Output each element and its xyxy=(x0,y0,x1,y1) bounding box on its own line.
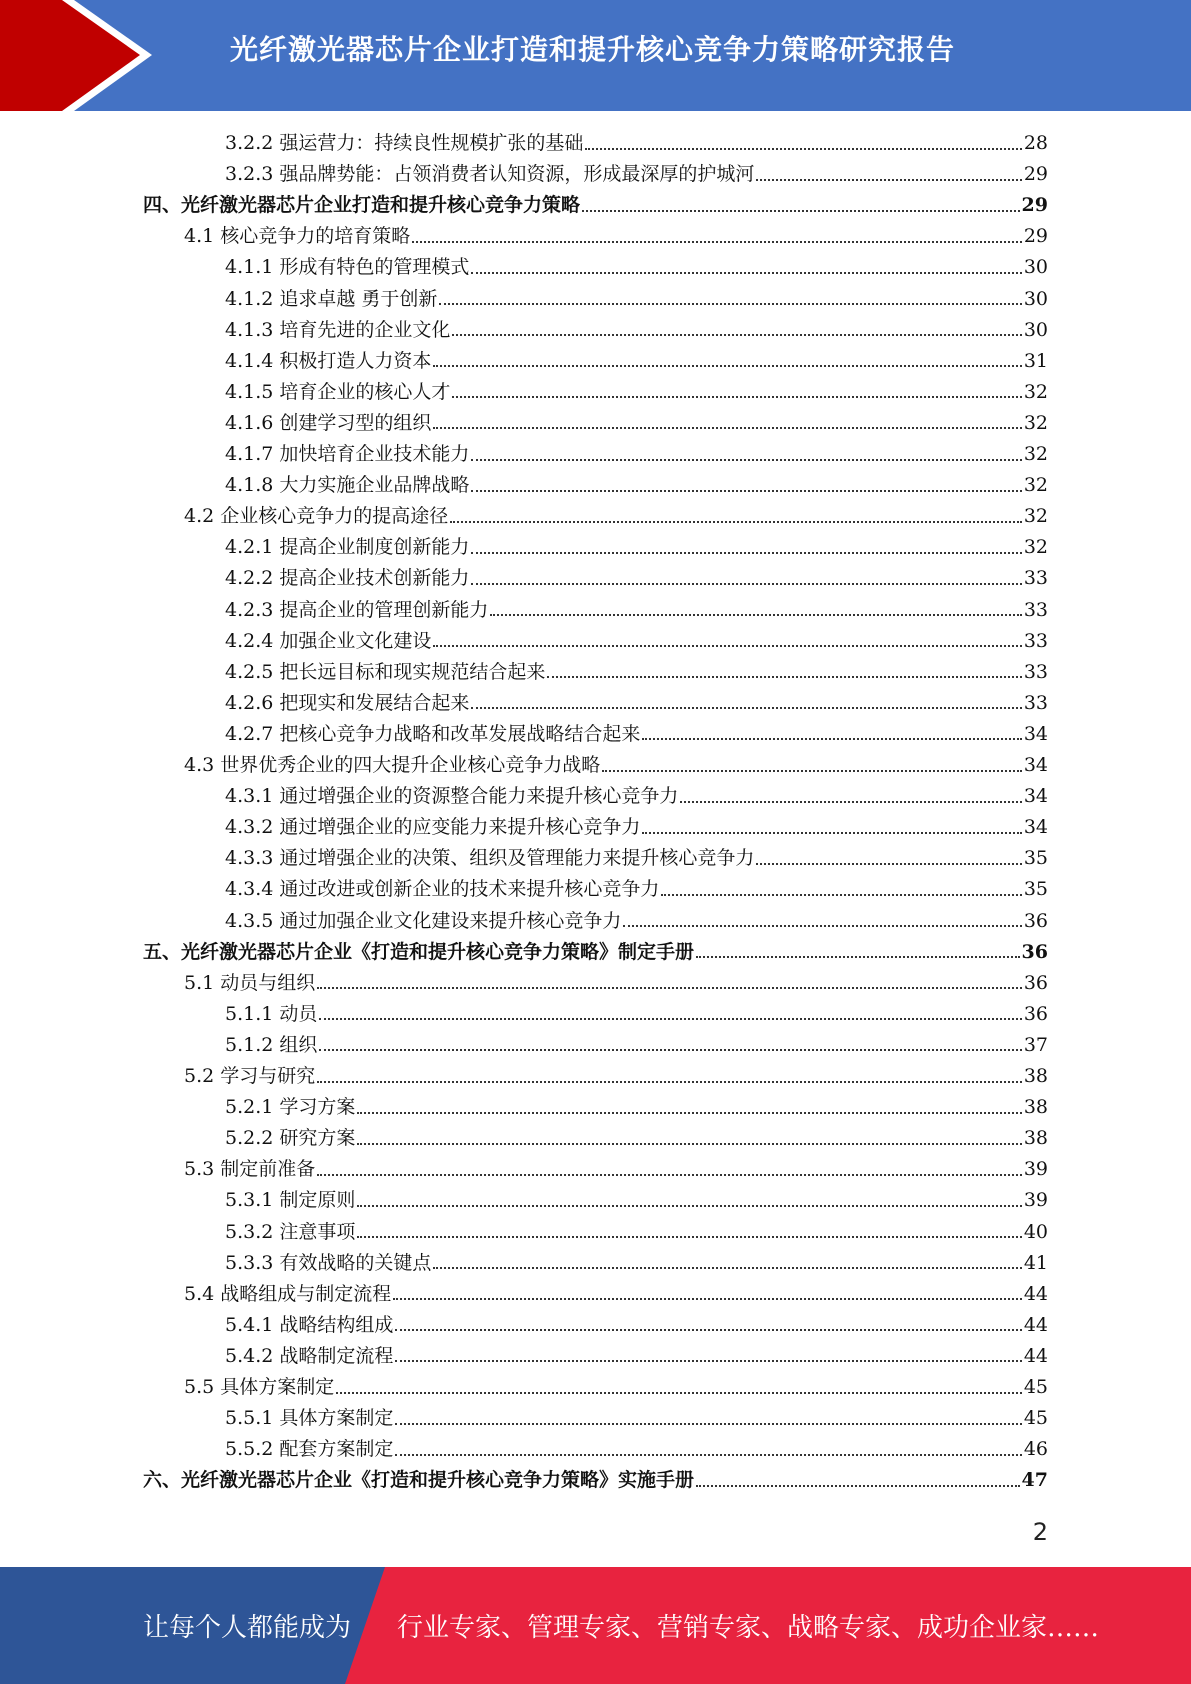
toc-entry[interactable] xyxy=(225,999,1048,1030)
toc-entry-page: 32 xyxy=(1023,474,1048,497)
toc-leader-dots xyxy=(642,832,1021,834)
toc-leader-dots xyxy=(433,1267,1021,1269)
footer-slogan-left: 让每个人都能成为 xyxy=(143,1613,352,1643)
toc-entry-label: 4.1.8 大力实施企业品牌战略 xyxy=(225,474,470,497)
toc-leader-dots xyxy=(471,272,1021,274)
toc-entry[interactable] xyxy=(225,1310,1048,1341)
toc-entry-page: 33 xyxy=(1023,598,1048,621)
toc-entry-label: 4.3.1 通过增强企业的资源整合能力来提升核心竞争力 xyxy=(225,785,679,808)
toc-entry-label: 4.3.4 通过改进或创新企业的技术来提升核心竞争力 xyxy=(225,878,660,901)
toc-leader-dots xyxy=(336,1392,1022,1394)
toc-entry-label: 4.2.2 提高企业技术创新能力 xyxy=(225,567,470,590)
toc-entry[interactable] xyxy=(225,439,1048,470)
toc-leader-dots xyxy=(357,1236,1021,1238)
toc-entry[interactable] xyxy=(225,1248,1048,1279)
toc-entry-label: 5.5.1 具体方案制定 xyxy=(225,1407,394,1430)
toc-entry-page: 45 xyxy=(1023,1376,1048,1398)
toc-entry-page: 32 xyxy=(1023,380,1048,403)
toc-entry-label: 五、光纤激光器芯片企业《打造和提升核心竞争力策略》制定手册 xyxy=(143,940,695,963)
toc-leader-dots xyxy=(393,1298,1022,1300)
toc-entry[interactable] xyxy=(225,1185,1048,1216)
toc-entry-page: 34 xyxy=(1023,754,1048,776)
toc-leader-dots xyxy=(756,179,1021,181)
toc-leader-dots xyxy=(452,396,1021,398)
toc-entry[interactable] xyxy=(184,1372,1048,1403)
toc-entry-label: 4.1.7 加快培育企业技术能力 xyxy=(225,443,470,465)
toc-entry[interactable] xyxy=(225,1092,1048,1123)
toc-entry[interactable] xyxy=(225,470,1048,501)
toc-entry[interactable] xyxy=(225,657,1048,688)
toc-entry-page: 34 xyxy=(1023,785,1048,808)
toc-entry-page: 41 xyxy=(1023,1251,1048,1274)
toc-entry-page: 38 xyxy=(1023,1096,1048,1119)
toc-entry[interactable] xyxy=(184,501,1048,532)
toc-entry[interactable] xyxy=(225,781,1048,812)
toc-entry-label: 4.1.1 形成有特色的管理模式 xyxy=(225,256,470,279)
toc-entry[interactable] xyxy=(225,252,1048,283)
toc-entry-page: 33 xyxy=(1023,629,1048,652)
toc-entry-page: 35 xyxy=(1023,878,1048,901)
page-header xyxy=(0,0,1191,111)
toc-entry-label: 4.1.3 培育先进的企业文化 xyxy=(225,318,451,341)
toc-entry-label: 5.3.2 注意事项 xyxy=(225,1220,356,1243)
toc-entry-label: 4.3 世界优秀企业的四大提升企业核心竞争力战略 xyxy=(184,754,601,776)
toc-entry-page: 36 xyxy=(1023,909,1048,932)
toc-entry-page: 44 xyxy=(1023,1282,1048,1305)
toc-leader-dots xyxy=(471,459,1021,461)
toc-entry[interactable] xyxy=(225,1403,1048,1434)
toc-entry-label: 5.3 制定前准备 xyxy=(184,1158,316,1181)
toc-entry[interactable] xyxy=(225,874,1048,905)
toc-entry-label: 5.2.1 学习方案 xyxy=(225,1096,356,1119)
toc-entry-label: 5.5 具体方案制定 xyxy=(184,1376,335,1398)
toc-leader-dots xyxy=(490,614,1021,616)
toc-leader-dots xyxy=(471,707,1021,709)
toc-entry-label: 4.2 企业核心竞争力的提高途径 xyxy=(184,505,449,528)
toc-entry[interactable] xyxy=(225,346,1048,377)
toc-leader-dots xyxy=(319,1049,1021,1051)
toc-entry[interactable] xyxy=(225,377,1048,408)
toc-entry[interactable] xyxy=(143,190,1048,221)
toc-entry[interactable] xyxy=(184,1279,1048,1310)
toc-entry-label: 5.3.1 制定原则 xyxy=(225,1189,356,1212)
toc-entry-label: 4.1.6 创建学习型的组织 xyxy=(225,411,432,434)
toc-entry-page: 39 xyxy=(1023,1158,1048,1181)
toc-leader-dots xyxy=(696,956,1020,958)
toc-entry-page: 44 xyxy=(1023,1313,1048,1336)
toc-entry-page: 39 xyxy=(1023,1189,1048,1212)
toc-entry-page: 40 xyxy=(1023,1220,1048,1243)
toc-entry[interactable] xyxy=(225,626,1048,657)
toc-entry-label: 4.2.3 提高企业的管理创新能力 xyxy=(225,598,489,621)
toc-leader-dots xyxy=(317,1081,1022,1083)
toc-leader-dots xyxy=(585,148,1021,150)
toc-entry-page: 32 xyxy=(1023,536,1048,559)
toc-entry-label: 4.1.4 积极打造人力资本 xyxy=(225,349,432,372)
toc-entry-page: 38 xyxy=(1023,1127,1048,1150)
toc-entry-page: 32 xyxy=(1023,505,1048,528)
toc-entry[interactable] xyxy=(225,719,1048,750)
chevron-logo-icon xyxy=(0,0,160,111)
toc-leader-dots xyxy=(471,552,1021,554)
toc-entry-label: 5.5.2 配套方案制定 xyxy=(225,1438,394,1461)
toc-leader-dots xyxy=(623,925,1021,927)
toc-entry-page: 36 xyxy=(1023,971,1048,994)
toc-leader-dots xyxy=(439,303,1021,305)
toc-entry[interactable] xyxy=(225,843,1048,874)
toc-entry-label: 5.4.2 战略制定流程 xyxy=(225,1344,394,1367)
toc-leader-dots xyxy=(357,1143,1021,1145)
toc-entry-label: 4.2.1 提高企业制度创新能力 xyxy=(225,536,470,559)
toc-entry-page: 31 xyxy=(1023,349,1048,372)
toc-leader-dots xyxy=(642,738,1021,740)
toc-entry[interactable] xyxy=(225,532,1048,563)
toc-entry[interactable] xyxy=(184,750,1048,781)
toc-entry-label: 5.4 战略组成与制定流程 xyxy=(184,1282,392,1305)
toc-entry[interactable] xyxy=(184,221,1048,252)
toc-entry[interactable] xyxy=(225,1341,1048,1372)
toc-entry-label: 5.1 动员与组织 xyxy=(184,971,316,994)
toc-entry[interactable] xyxy=(225,1030,1048,1061)
toc-leader-dots xyxy=(756,863,1021,865)
toc-entry[interactable] xyxy=(184,1154,1048,1185)
toc-entry-label: 4.2.6 把现实和发展结合起来 xyxy=(225,691,470,714)
toc-leader-dots xyxy=(357,1112,1021,1114)
toc-leader-dots xyxy=(357,1205,1021,1207)
toc-leader-dots xyxy=(680,801,1021,803)
toc-entry-label: 4.3.3 通过增强企业的决策、组织及管理能力来提升核心竞争力 xyxy=(225,847,755,870)
toc-leader-dots xyxy=(696,1485,1020,1487)
toc-entry[interactable] xyxy=(184,1061,1048,1092)
toc-leader-dots xyxy=(433,645,1021,647)
toc-leader-dots xyxy=(602,770,1022,772)
toc-leader-dots xyxy=(395,1454,1021,1456)
toc-entry-label: 4.3.2 通过增强企业的应变能力来提升核心竞争力 xyxy=(225,816,641,839)
toc-leader-dots xyxy=(395,1360,1021,1362)
report-title: 光纤激光器芯片企业打造和提升核心竞争力策略研究报告 xyxy=(230,33,956,66)
toc-entry-page: 36 xyxy=(1021,940,1048,963)
page-footer xyxy=(0,1567,1191,1684)
toc-entry-page: 30 xyxy=(1023,287,1048,310)
toc-entry[interactable] xyxy=(225,408,1048,439)
toc-entry-page: 47 xyxy=(1021,1469,1048,1492)
toc-entry-label: 4.2.5 把长远目标和现实规范结合起来 xyxy=(225,660,546,683)
toc-entry[interactable] xyxy=(225,1123,1048,1154)
toc-entry-page: 36 xyxy=(1023,1002,1048,1025)
toc-entry-page: 38 xyxy=(1023,1065,1048,1087)
toc-leader-dots xyxy=(471,490,1021,492)
toc-leader-dots xyxy=(395,1329,1021,1331)
toc-entry[interactable] xyxy=(225,906,1048,937)
toc-entry-page: 29 xyxy=(1023,225,1048,248)
toc-leader-dots xyxy=(433,365,1021,367)
toc-entry-page: 29 xyxy=(1023,163,1048,186)
toc-leader-dots xyxy=(547,676,1021,678)
toc-entry[interactable] xyxy=(225,1217,1048,1248)
toc-entry-label: 5.2.2 研究方案 xyxy=(225,1127,356,1150)
toc-entry-label: 3.2.3 强品牌势能：占领消费者认知资源，形成最深厚的护城河 xyxy=(225,163,755,186)
toc-entry-label: 5.1.1 动员 xyxy=(225,1002,318,1025)
toc-entry-label: 5.2 学习与研究 xyxy=(184,1065,316,1087)
toc-entry[interactable] xyxy=(225,812,1048,843)
toc-entry-page: 33 xyxy=(1023,691,1048,714)
toc-entry[interactable] xyxy=(225,595,1048,626)
toc-entry-label: 3.2.2 强运营力：持续良性规模扩张的基础 xyxy=(225,132,584,154)
toc-entry-page: 44 xyxy=(1023,1344,1048,1367)
toc-entry-page: 30 xyxy=(1023,318,1048,341)
toc-entry[interactable] xyxy=(225,688,1048,719)
toc-entry-label: 4.1.5 培育企业的核心人才 xyxy=(225,380,451,403)
footer-slogan-right: 行业专家、管理专家、营销专家、战略专家、成功企业家…… xyxy=(397,1613,1100,1643)
toc-entry-label: 4.2.7 把核心竞争力战略和改革发展战略结合起来 xyxy=(225,722,641,745)
toc-leader-dots xyxy=(317,1174,1022,1176)
toc-entry-page: 45 xyxy=(1023,1407,1048,1430)
toc-entry[interactable] xyxy=(184,968,1048,999)
toc-entry[interactable] xyxy=(225,128,1048,159)
toc-leader-dots xyxy=(582,210,1020,212)
toc-entry-page: 30 xyxy=(1023,256,1048,279)
toc-entry-page: 33 xyxy=(1023,567,1048,590)
toc-entry-page: 46 xyxy=(1023,1438,1048,1461)
toc-entry[interactable] xyxy=(225,159,1048,190)
toc-entry[interactable] xyxy=(225,1434,1048,1465)
toc-leader-dots xyxy=(450,521,1022,523)
toc-entry-label: 4.1.2 追求卓越 勇于创新 xyxy=(225,287,438,310)
toc-entry-page: 32 xyxy=(1023,411,1048,434)
toc-entry-label: 5.3.3 有效战略的关键点 xyxy=(225,1251,432,1274)
toc-entry-page: 33 xyxy=(1023,660,1048,683)
toc-entry-page: 37 xyxy=(1023,1033,1048,1056)
toc-leader-dots xyxy=(433,427,1021,429)
toc-entry-label: 5.1.2 组织 xyxy=(225,1033,318,1056)
toc-leader-dots xyxy=(452,334,1021,336)
toc-entry-page: 29 xyxy=(1021,194,1048,217)
toc-entry-label: 5.4.1 战略结构组成 xyxy=(225,1313,394,1336)
toc-entry-label: 4.3.5 通过加强企业文化建设来提升核心竞争力 xyxy=(225,909,622,932)
page-number: 2 xyxy=(1032,1518,1048,1546)
toc-entry-page: 32 xyxy=(1023,443,1048,465)
toc-entry-page: 35 xyxy=(1023,847,1048,870)
toc-entry[interactable] xyxy=(225,563,1048,594)
toc-entry-label: 4.2.4 加强企业文化建设 xyxy=(225,629,432,652)
toc-entry[interactable] xyxy=(143,1465,1048,1496)
toc-entry[interactable] xyxy=(225,284,1048,315)
toc-leader-dots xyxy=(317,987,1022,989)
toc-entry-label: 六、光纤激光器芯片企业《打造和提升核心竞争力策略》实施手册 xyxy=(143,1469,695,1492)
toc-entry-label: 四、光纤激光器芯片企业打造和提升核心竞争力策略 xyxy=(143,194,581,217)
toc-entry-label: 4.1 核心竞争力的培育策略 xyxy=(184,225,411,248)
toc-leader-dots xyxy=(412,241,1022,243)
toc-entry-page: 28 xyxy=(1023,132,1048,154)
toc-entry[interactable] xyxy=(225,315,1048,346)
toc-leader-dots xyxy=(471,583,1021,585)
toc-leader-dots xyxy=(395,1423,1021,1425)
toc-entry-page: 34 xyxy=(1023,722,1048,745)
toc-entry[interactable] xyxy=(143,937,1048,968)
toc-entry-page: 34 xyxy=(1023,816,1048,839)
toc-leader-dots xyxy=(319,1018,1021,1020)
toc-leader-dots xyxy=(661,894,1021,896)
